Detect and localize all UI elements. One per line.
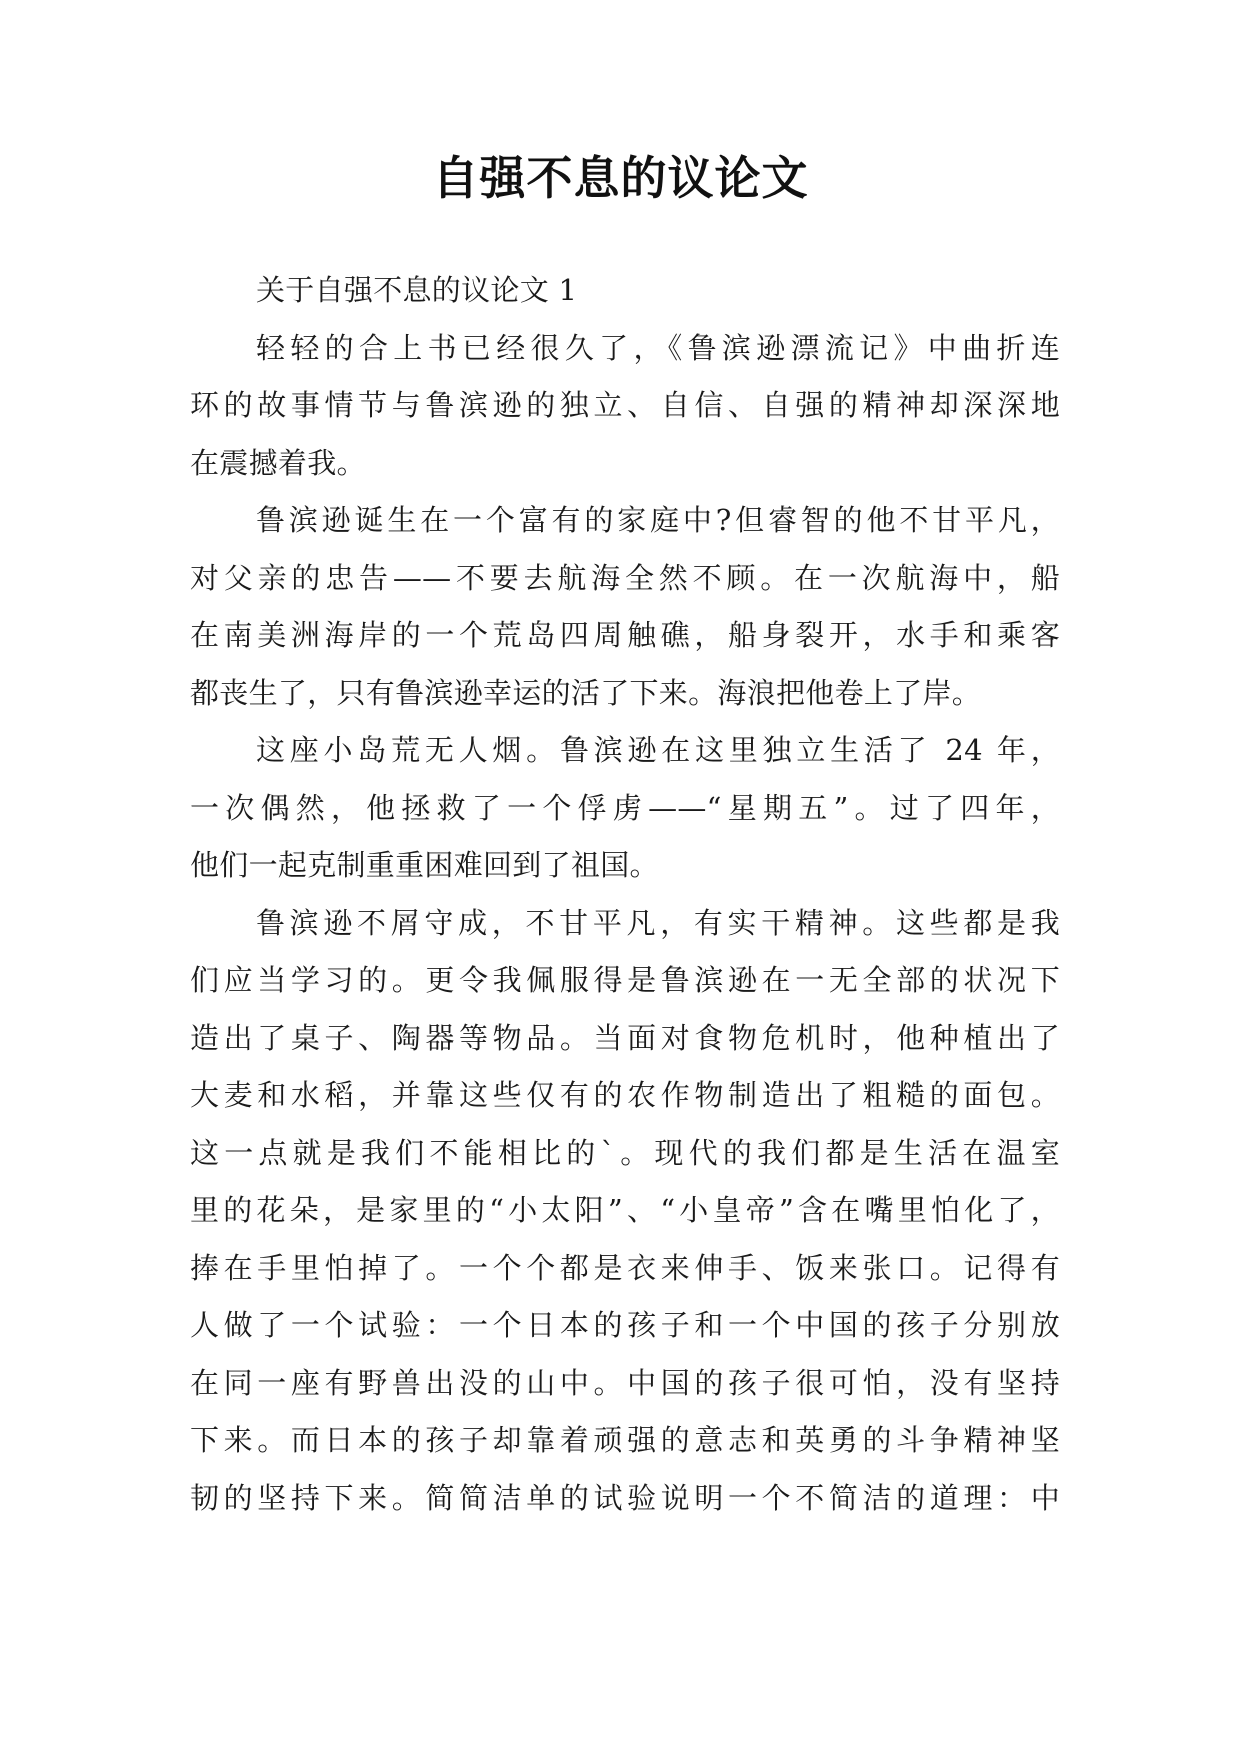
document-title: 自强不息的议论文 xyxy=(432,151,809,205)
text-line: 一次偶然，他拯救了一个俘虏——“星期五”。过了四年， xyxy=(190,790,1060,825)
text-line: 下来。而日本的孩子却靠着顽强的意志和英勇的斗争精神坚 xyxy=(190,1423,1060,1457)
text-line: 捧在手里怕掉了。一个个都是衣来伸手、饭来张口。记得有 xyxy=(190,1250,1060,1285)
text-line: 鲁滨逊诞生在一个富有的家庭中?但睿智的他不甘平凡， xyxy=(256,503,1060,537)
text-line: 关于自强不息的议论文 1 xyxy=(256,273,578,307)
text-line: 里的花朵，是家里的“小太阳”、“小皇帝”含在嘴里怕化了， xyxy=(190,1193,1060,1227)
text-line: 在震撼着我。 xyxy=(190,445,366,480)
text-line: 对父亲的忠告——不要去航海全然不顾。在一次航海中，船 xyxy=(190,560,1060,595)
text-line: 韧的坚持下来。简简洁单的试验说明一个不简洁的道理：中 xyxy=(190,1480,1060,1515)
document-body xyxy=(190,262,1060,1527)
text-line: 在同一座有野兽出没的山中。中国的孩子很可怕，没有坚持 xyxy=(190,1365,1060,1400)
text-line: 造出了桌子、陶器等物品。当面对食物危机时，他种植出了 xyxy=(190,1020,1060,1055)
text-line: 这一点就是我们不能相比的`。现代的我们都是生活在温室 xyxy=(190,1135,1060,1170)
text-line: 们应当学习的。更令我佩服得是鲁滨逊在一无全部的状况下 xyxy=(190,963,1060,997)
text-line: 在南美洲海岸的一个荒岛四周触礁，船身裂开，水手和乘客 xyxy=(190,618,1060,652)
text-line: 轻轻的合上书已经很久了，《鲁滨逊漂流记》中曲折连 xyxy=(256,330,1060,365)
text-line: 大麦和水稻，并靠这些仅有的农作物制造出了粗糙的面包。 xyxy=(190,1078,1060,1112)
text-line: 这座小岛荒无人烟。鲁滨逊在这里独立生活了 24 年， xyxy=(256,733,1060,767)
text-line: 鲁滨逊不屑守成，不甘平凡，有实干精神。这些都是我 xyxy=(256,905,1060,940)
text-line: 人做了一个试验：一个日本的孩子和一个中国的孩子分别放 xyxy=(190,1308,1060,1342)
text-line: 他们一起克制重重困难回到了祖国。 xyxy=(190,848,659,882)
text-line: 都丧生了，只有鲁滨逊幸运的活了下来。海浪把他卷上了岸。 xyxy=(190,675,982,710)
text-line: 环的故事情节与鲁滨逊的独立、自信、自强的精神却深深地 xyxy=(190,388,1060,422)
